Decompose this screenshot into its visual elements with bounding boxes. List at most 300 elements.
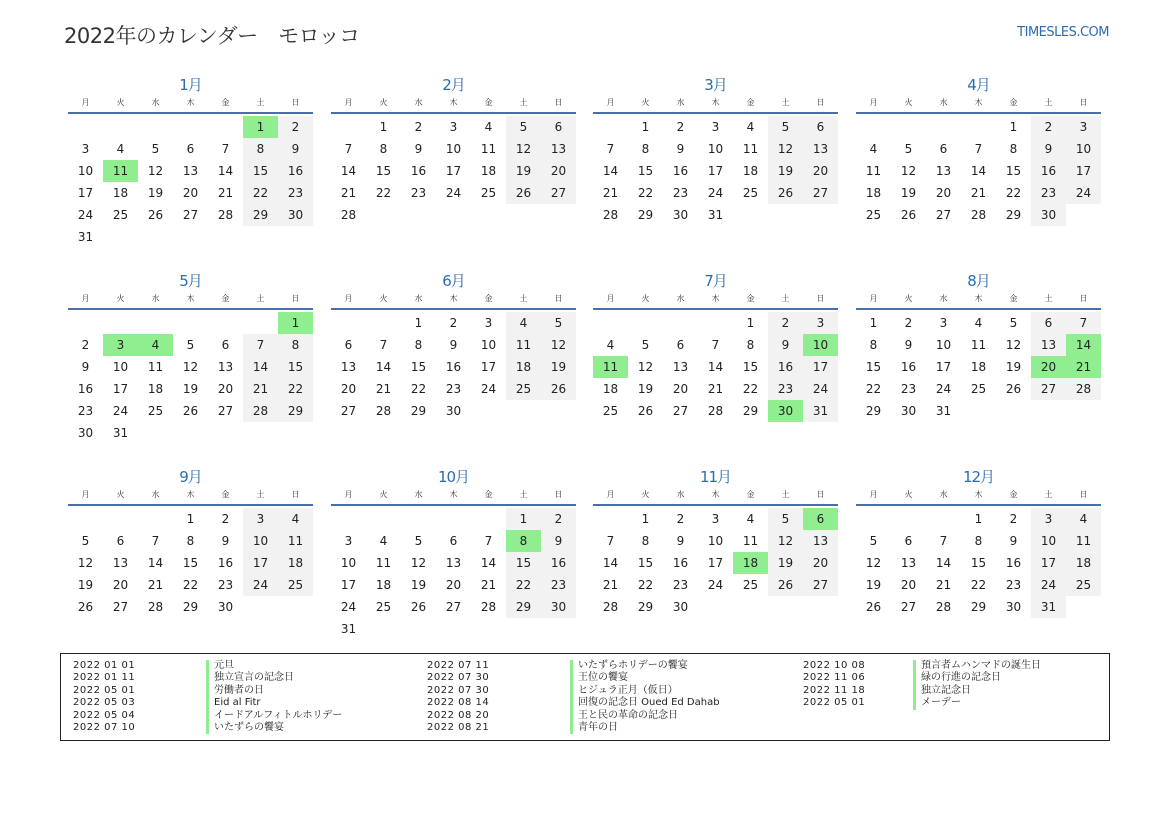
day-cell: 8 <box>278 334 313 356</box>
day-cell: 11 <box>147 360 164 374</box>
day-cell: 5 <box>904 142 913 156</box>
day-cell: 31 <box>803 400 838 422</box>
day-grid <box>68 506 313 638</box>
day-cell: 11 <box>480 142 497 156</box>
day-cell: 5 <box>1009 316 1018 330</box>
day-cell: 20 <box>217 382 234 396</box>
day-cell: 9 <box>1009 534 1018 548</box>
day-cell: 17 <box>803 356 838 378</box>
day-grid <box>331 506 576 638</box>
weekday-label: 日 <box>554 490 563 499</box>
day-cell: 26 <box>1005 382 1022 396</box>
day-cell: 4 <box>869 142 878 156</box>
weekday-header <box>593 292 838 306</box>
weekday-label: 金 <box>484 98 493 107</box>
day-cell: 25 <box>865 208 882 222</box>
day-cell: 4 <box>746 120 755 134</box>
weekday-label: 木 <box>711 98 720 107</box>
day-cell: 4 <box>484 120 493 134</box>
weekday-label: 木 <box>186 98 195 107</box>
holiday-date: 2022 01 11 <box>73 672 136 684</box>
day-cell: 16 <box>672 556 689 570</box>
day-cell: 28 <box>970 208 987 222</box>
day-cell: 7 <box>243 334 278 356</box>
weekday-label: 木 <box>974 98 983 107</box>
day-cell: 17 <box>112 382 129 396</box>
day-cell: 12 <box>768 138 803 160</box>
day-cell: 14 <box>602 164 619 178</box>
day-cell: 13 <box>182 164 199 178</box>
day-cell: 31 <box>935 404 952 418</box>
day-cell: 30 <box>672 208 689 222</box>
day-cell: 3 <box>1066 116 1101 138</box>
day-cell: 13 <box>1031 334 1066 356</box>
weekday-label: 火 <box>641 490 650 499</box>
weekday-label: 月 <box>606 98 615 107</box>
day-cell: 3 <box>711 512 720 526</box>
day-cell: 6 <box>803 116 838 138</box>
holiday-date: 2022 11 18 <box>803 684 866 696</box>
month-name: 9月 <box>179 468 202 486</box>
day-cell: 5 <box>81 534 90 548</box>
day-cell: 13 <box>935 164 952 178</box>
month-block <box>856 466 1101 638</box>
weekday-label: 日 <box>554 294 563 303</box>
holiday-day-cell: 1 <box>243 116 278 138</box>
day-cell: 22 <box>506 574 541 596</box>
day-cell: 28 <box>243 400 278 422</box>
day-cell: 15 <box>970 556 987 570</box>
weekday-label: 水 <box>151 294 160 303</box>
day-cell: 11 <box>742 534 759 548</box>
day-cell: 20 <box>803 552 838 574</box>
day-grid <box>856 506 1101 638</box>
weekday-label: 金 <box>484 490 493 499</box>
day-cell: 13 <box>803 138 838 160</box>
weekday-label: 月 <box>344 98 353 107</box>
holiday-day-cell: 11 <box>103 160 138 182</box>
holiday-name: イードアルフィトルホリデー <box>206 710 342 722</box>
day-cell: 14 <box>243 356 278 378</box>
day-cell: 12 <box>182 360 199 374</box>
holiday-name: 独立記念日 <box>913 685 971 697</box>
day-cell: 24 <box>707 578 724 592</box>
day-cell: 22 <box>182 578 199 592</box>
day-cell: 15 <box>865 360 882 374</box>
day-cell: 8 <box>186 534 195 548</box>
day-cell: 8 <box>1009 142 1018 156</box>
day-cell: 1 <box>641 512 650 526</box>
day-cell: 13 <box>340 360 357 374</box>
day-cell: 27 <box>900 600 917 614</box>
day-cell: 28 <box>602 208 619 222</box>
day-cell: 27 <box>935 208 952 222</box>
day-cell: 17 <box>445 164 462 178</box>
day-cell: 17 <box>1031 552 1066 574</box>
day-cell: 6 <box>1031 312 1066 334</box>
day-cell: 24 <box>803 378 838 400</box>
day-cell: 10 <box>935 338 952 352</box>
weekday-label: 日 <box>816 294 825 303</box>
day-cell: 2 <box>278 116 313 138</box>
weekday-label: 月 <box>81 490 90 499</box>
day-cell: 30 <box>900 404 917 418</box>
day-cell: 21 <box>375 382 392 396</box>
day-cell: 23 <box>672 578 689 592</box>
day-cell: 15 <box>1005 164 1022 178</box>
day-cell: 23 <box>1031 182 1066 204</box>
day-cell: 18 <box>480 164 497 178</box>
day-cell: 26 <box>865 600 882 614</box>
site-link[interactable]: TIMESLES.COM <box>1017 25 1109 40</box>
day-cell: 24 <box>112 404 129 418</box>
day-cell: 8 <box>641 534 650 548</box>
day-grid <box>856 114 1101 246</box>
day-cell: 26 <box>900 208 917 222</box>
day-cell: 27 <box>541 182 576 204</box>
day-cell: 17 <box>1066 160 1101 182</box>
weekday-label: 木 <box>974 490 983 499</box>
day-cell: 29 <box>278 400 313 422</box>
day-cell: 20 <box>900 578 917 592</box>
weekday-label: 水 <box>939 490 948 499</box>
day-cell: 24 <box>243 574 278 596</box>
day-cell: 16 <box>445 360 462 374</box>
day-cell: 25 <box>480 186 497 200</box>
weekday-label: 土 <box>1044 490 1053 499</box>
holiday-day-cell: 20 <box>1031 356 1066 378</box>
holiday-date: 2022 10 08 <box>803 660 866 671</box>
day-cell: 3 <box>939 316 948 330</box>
day-cell: 19 <box>768 552 803 574</box>
day-cell: 15 <box>182 556 199 570</box>
weekday-header <box>331 488 576 502</box>
day-cell: 13 <box>112 556 129 570</box>
day-cell: 30 <box>278 204 313 226</box>
day-cell: 30 <box>1031 204 1066 226</box>
weekday-label: 月 <box>344 490 353 499</box>
day-cell: 21 <box>935 578 952 592</box>
day-cell: 30 <box>77 426 94 440</box>
day-cell: 6 <box>676 338 685 352</box>
weekday-label: 火 <box>116 294 125 303</box>
weekday-label: 火 <box>116 98 125 107</box>
weekday-label: 木 <box>186 490 195 499</box>
month-name: 3月 <box>704 76 727 94</box>
day-cell: 2 <box>541 508 576 530</box>
day-cell: 26 <box>77 600 94 614</box>
day-grid <box>856 310 1101 442</box>
holiday-date: 2022 07 10 <box>73 722 136 733</box>
day-cell: 23 <box>541 574 576 596</box>
day-cell: 17 <box>480 360 497 374</box>
day-cell: 18 <box>278 552 313 574</box>
day-cell: 17 <box>340 578 357 592</box>
day-cell: 25 <box>970 382 987 396</box>
day-cell: 4 <box>116 142 125 156</box>
weekday-label: 火 <box>641 294 650 303</box>
weekday-label: 木 <box>449 294 458 303</box>
day-cell: 22 <box>1005 186 1022 200</box>
day-cell: 28 <box>480 600 497 614</box>
weekday-label: 火 <box>116 490 125 499</box>
weekday-label: 金 <box>221 294 230 303</box>
day-cell: 9 <box>449 338 458 352</box>
weekday-label: 土 <box>1044 294 1053 303</box>
weekday-label: 土 <box>256 294 265 303</box>
day-cell: 29 <box>1005 208 1022 222</box>
day-cell: 18 <box>112 186 129 200</box>
holiday-name: いたずらホリデーの饗宴 <box>570 660 688 672</box>
day-cell: 7 <box>606 142 615 156</box>
weekday-label: 金 <box>1009 98 1018 107</box>
day-cell: 13 <box>445 556 462 570</box>
day-cell: 9 <box>768 334 803 356</box>
weekday-label: 木 <box>449 490 458 499</box>
day-cell: 16 <box>541 552 576 574</box>
weekday-label: 火 <box>379 490 388 499</box>
weekday-label: 土 <box>781 98 790 107</box>
day-cell: 16 <box>278 160 313 182</box>
day-cell: 21 <box>707 382 724 396</box>
day-cell: 2 <box>676 512 685 526</box>
day-cell: 6 <box>939 142 948 156</box>
holiday-name: 王と民の革命の記念日 <box>570 710 678 722</box>
month-name: 10月 <box>437 468 470 486</box>
day-cell: 18 <box>375 578 392 592</box>
day-cell: 1 <box>641 120 650 134</box>
day-cell: 3 <box>81 142 90 156</box>
month-block <box>331 270 576 442</box>
holiday-day-cell: 30 <box>768 400 803 422</box>
day-cell: 28 <box>602 600 619 614</box>
day-cell: 3 <box>711 120 720 134</box>
holiday-name: 元旦 <box>206 660 234 672</box>
day-cell: 28 <box>1066 378 1101 400</box>
day-cell: 7 <box>221 142 230 156</box>
day-cell: 14 <box>340 164 357 178</box>
day-cell: 9 <box>676 534 685 548</box>
weekday-label: 日 <box>816 490 825 499</box>
day-cell: 15 <box>742 360 759 374</box>
day-cell: 27 <box>672 404 689 418</box>
weekday-label: 水 <box>414 98 423 107</box>
day-cell: 20 <box>935 186 952 200</box>
day-cell: 15 <box>375 164 392 178</box>
day-cell: 26 <box>541 378 576 400</box>
holiday-name: 独立宣言の記念日 <box>206 672 294 684</box>
day-cell: 2 <box>676 120 685 134</box>
day-cell: 23 <box>672 186 689 200</box>
day-cell: 14 <box>970 164 987 178</box>
weekday-header <box>331 292 576 306</box>
weekday-label: 木 <box>186 294 195 303</box>
weekday-label: 水 <box>676 294 685 303</box>
day-grid <box>593 506 838 638</box>
day-cell: 29 <box>970 600 987 614</box>
day-cell: 13 <box>803 530 838 552</box>
day-cell: 22 <box>637 578 654 592</box>
day-cell: 31 <box>77 230 94 244</box>
day-cell: 23 <box>1005 578 1022 592</box>
day-cell: 26 <box>147 208 164 222</box>
day-cell: 12 <box>506 138 541 160</box>
month-block <box>593 74 838 246</box>
month-name: 8月 <box>967 272 990 290</box>
day-cell: 11 <box>375 556 392 570</box>
day-cell: 7 <box>1066 312 1101 334</box>
day-cell: 14 <box>480 556 497 570</box>
day-cell: 1 <box>1009 120 1018 134</box>
day-cell: 23 <box>217 578 234 592</box>
day-grid <box>68 310 313 442</box>
holiday-date: 2022 07 30 <box>427 684 490 696</box>
holiday-date: 2022 05 01 <box>803 697 866 709</box>
weekday-label: 水 <box>939 98 948 107</box>
day-cell: 21 <box>970 186 987 200</box>
month-block <box>593 466 838 638</box>
day-cell: 24 <box>1066 182 1101 204</box>
holiday-date: 2022 01 01 <box>73 660 136 671</box>
day-cell: 13 <box>900 556 917 570</box>
day-cell: 1 <box>414 316 423 330</box>
day-cell: 4 <box>278 508 313 530</box>
day-cell: 28 <box>935 600 952 614</box>
day-cell: 12 <box>865 556 882 570</box>
day-cell: 4 <box>974 316 983 330</box>
weekday-label: 水 <box>676 490 685 499</box>
day-cell: 22 <box>410 382 427 396</box>
weekday-label: 土 <box>519 98 528 107</box>
day-cell: 26 <box>768 182 803 204</box>
holiday-day-cell: 11 <box>593 356 628 378</box>
holiday-day-cell: 10 <box>803 334 838 356</box>
weekday-label: 月 <box>606 294 615 303</box>
day-cell: 20 <box>112 578 129 592</box>
weekday-label: 木 <box>974 294 983 303</box>
day-cell: 15 <box>637 164 654 178</box>
weekday-label: 日 <box>1079 490 1088 499</box>
day-cell: 18 <box>506 356 541 378</box>
day-cell: 20 <box>182 186 199 200</box>
weekday-header <box>856 488 1101 502</box>
weekday-label: 月 <box>81 294 90 303</box>
month-name: 12月 <box>962 468 995 486</box>
day-cell: 8 <box>869 338 878 352</box>
weekday-label: 日 <box>291 490 300 499</box>
holiday-date: 2022 08 20 <box>427 709 490 721</box>
day-cell: 1 <box>506 508 541 530</box>
weekday-label: 日 <box>291 98 300 107</box>
day-cell: 24 <box>480 382 497 396</box>
day-cell: 3 <box>1031 508 1066 530</box>
day-cell: 26 <box>506 182 541 204</box>
day-cell: 2 <box>414 120 423 134</box>
weekday-label: 日 <box>1079 98 1088 107</box>
day-cell: 9 <box>221 534 230 548</box>
holiday-name: ヒジュラ正月（仮日） <box>570 685 678 697</box>
day-cell: 3 <box>243 508 278 530</box>
day-cell: 25 <box>278 574 313 596</box>
holiday-date: 2022 07 11 <box>427 660 490 671</box>
day-cell: 24 <box>935 382 952 396</box>
day-cell: 30 <box>541 596 576 618</box>
day-grid <box>331 114 576 246</box>
day-grid <box>593 114 838 246</box>
day-cell: 16 <box>672 164 689 178</box>
day-cell: 5 <box>506 116 541 138</box>
month-name: 7月 <box>704 272 727 290</box>
holiday-day-cell: 18 <box>733 552 768 574</box>
day-cell: 11 <box>865 164 882 178</box>
weekday-label: 土 <box>1044 98 1053 107</box>
day-cell: 21 <box>217 186 234 200</box>
day-cell: 2 <box>904 316 913 330</box>
day-cell: 2 <box>1031 116 1066 138</box>
day-cell: 18 <box>970 360 987 374</box>
day-cell: 20 <box>340 382 357 396</box>
day-cell: 26 <box>637 404 654 418</box>
day-cell: 5 <box>641 338 650 352</box>
day-cell: 26 <box>768 574 803 596</box>
day-cell: 9 <box>81 360 90 374</box>
weekday-label: 水 <box>676 98 685 107</box>
day-cell: 29 <box>865 404 882 418</box>
day-cell: 11 <box>506 334 541 356</box>
day-cell: 17 <box>935 360 952 374</box>
day-cell: 11 <box>742 142 759 156</box>
day-cell: 10 <box>480 338 497 352</box>
day-cell: 18 <box>147 382 164 396</box>
day-cell: 27 <box>112 600 129 614</box>
weekday-label: 火 <box>379 294 388 303</box>
day-cell: 17 <box>707 556 724 570</box>
weekday-label: 土 <box>519 490 528 499</box>
day-cell: 10 <box>243 530 278 552</box>
day-cell: 30 <box>445 404 462 418</box>
day-cell: 9 <box>414 142 423 156</box>
weekday-label: 月 <box>869 98 878 107</box>
day-cell: 23 <box>410 186 427 200</box>
day-cell: 1 <box>379 120 388 134</box>
day-cell: 21 <box>602 578 619 592</box>
page-title: 2022年のカレンダー モロッコ <box>64 24 360 48</box>
day-cell: 6 <box>449 534 458 548</box>
day-cell: 14 <box>147 556 164 570</box>
day-cell: 22 <box>970 578 987 592</box>
day-cell: 10 <box>707 534 724 548</box>
day-cell: 6 <box>186 142 195 156</box>
month-name: 6月 <box>442 272 465 290</box>
day-cell: 14 <box>375 360 392 374</box>
day-grid <box>331 310 576 442</box>
day-cell: 28 <box>707 404 724 418</box>
holiday-day-cell: 1 <box>278 312 313 334</box>
day-cell: 30 <box>672 600 689 614</box>
holiday-day-cell: 21 <box>1066 356 1101 378</box>
day-cell: 26 <box>410 600 427 614</box>
month-name: 5月 <box>179 272 202 290</box>
weekday-label: 火 <box>904 98 913 107</box>
day-cell: 29 <box>243 204 278 226</box>
weekday-label: 水 <box>151 98 160 107</box>
holiday-name: 緑の行進の記念日 <box>913 672 1001 684</box>
day-cell: 16 <box>1031 160 1066 182</box>
day-cell: 8 <box>746 338 755 352</box>
weekday-label: 日 <box>1079 294 1088 303</box>
day-cell: 8 <box>379 142 388 156</box>
month-block <box>68 270 313 442</box>
